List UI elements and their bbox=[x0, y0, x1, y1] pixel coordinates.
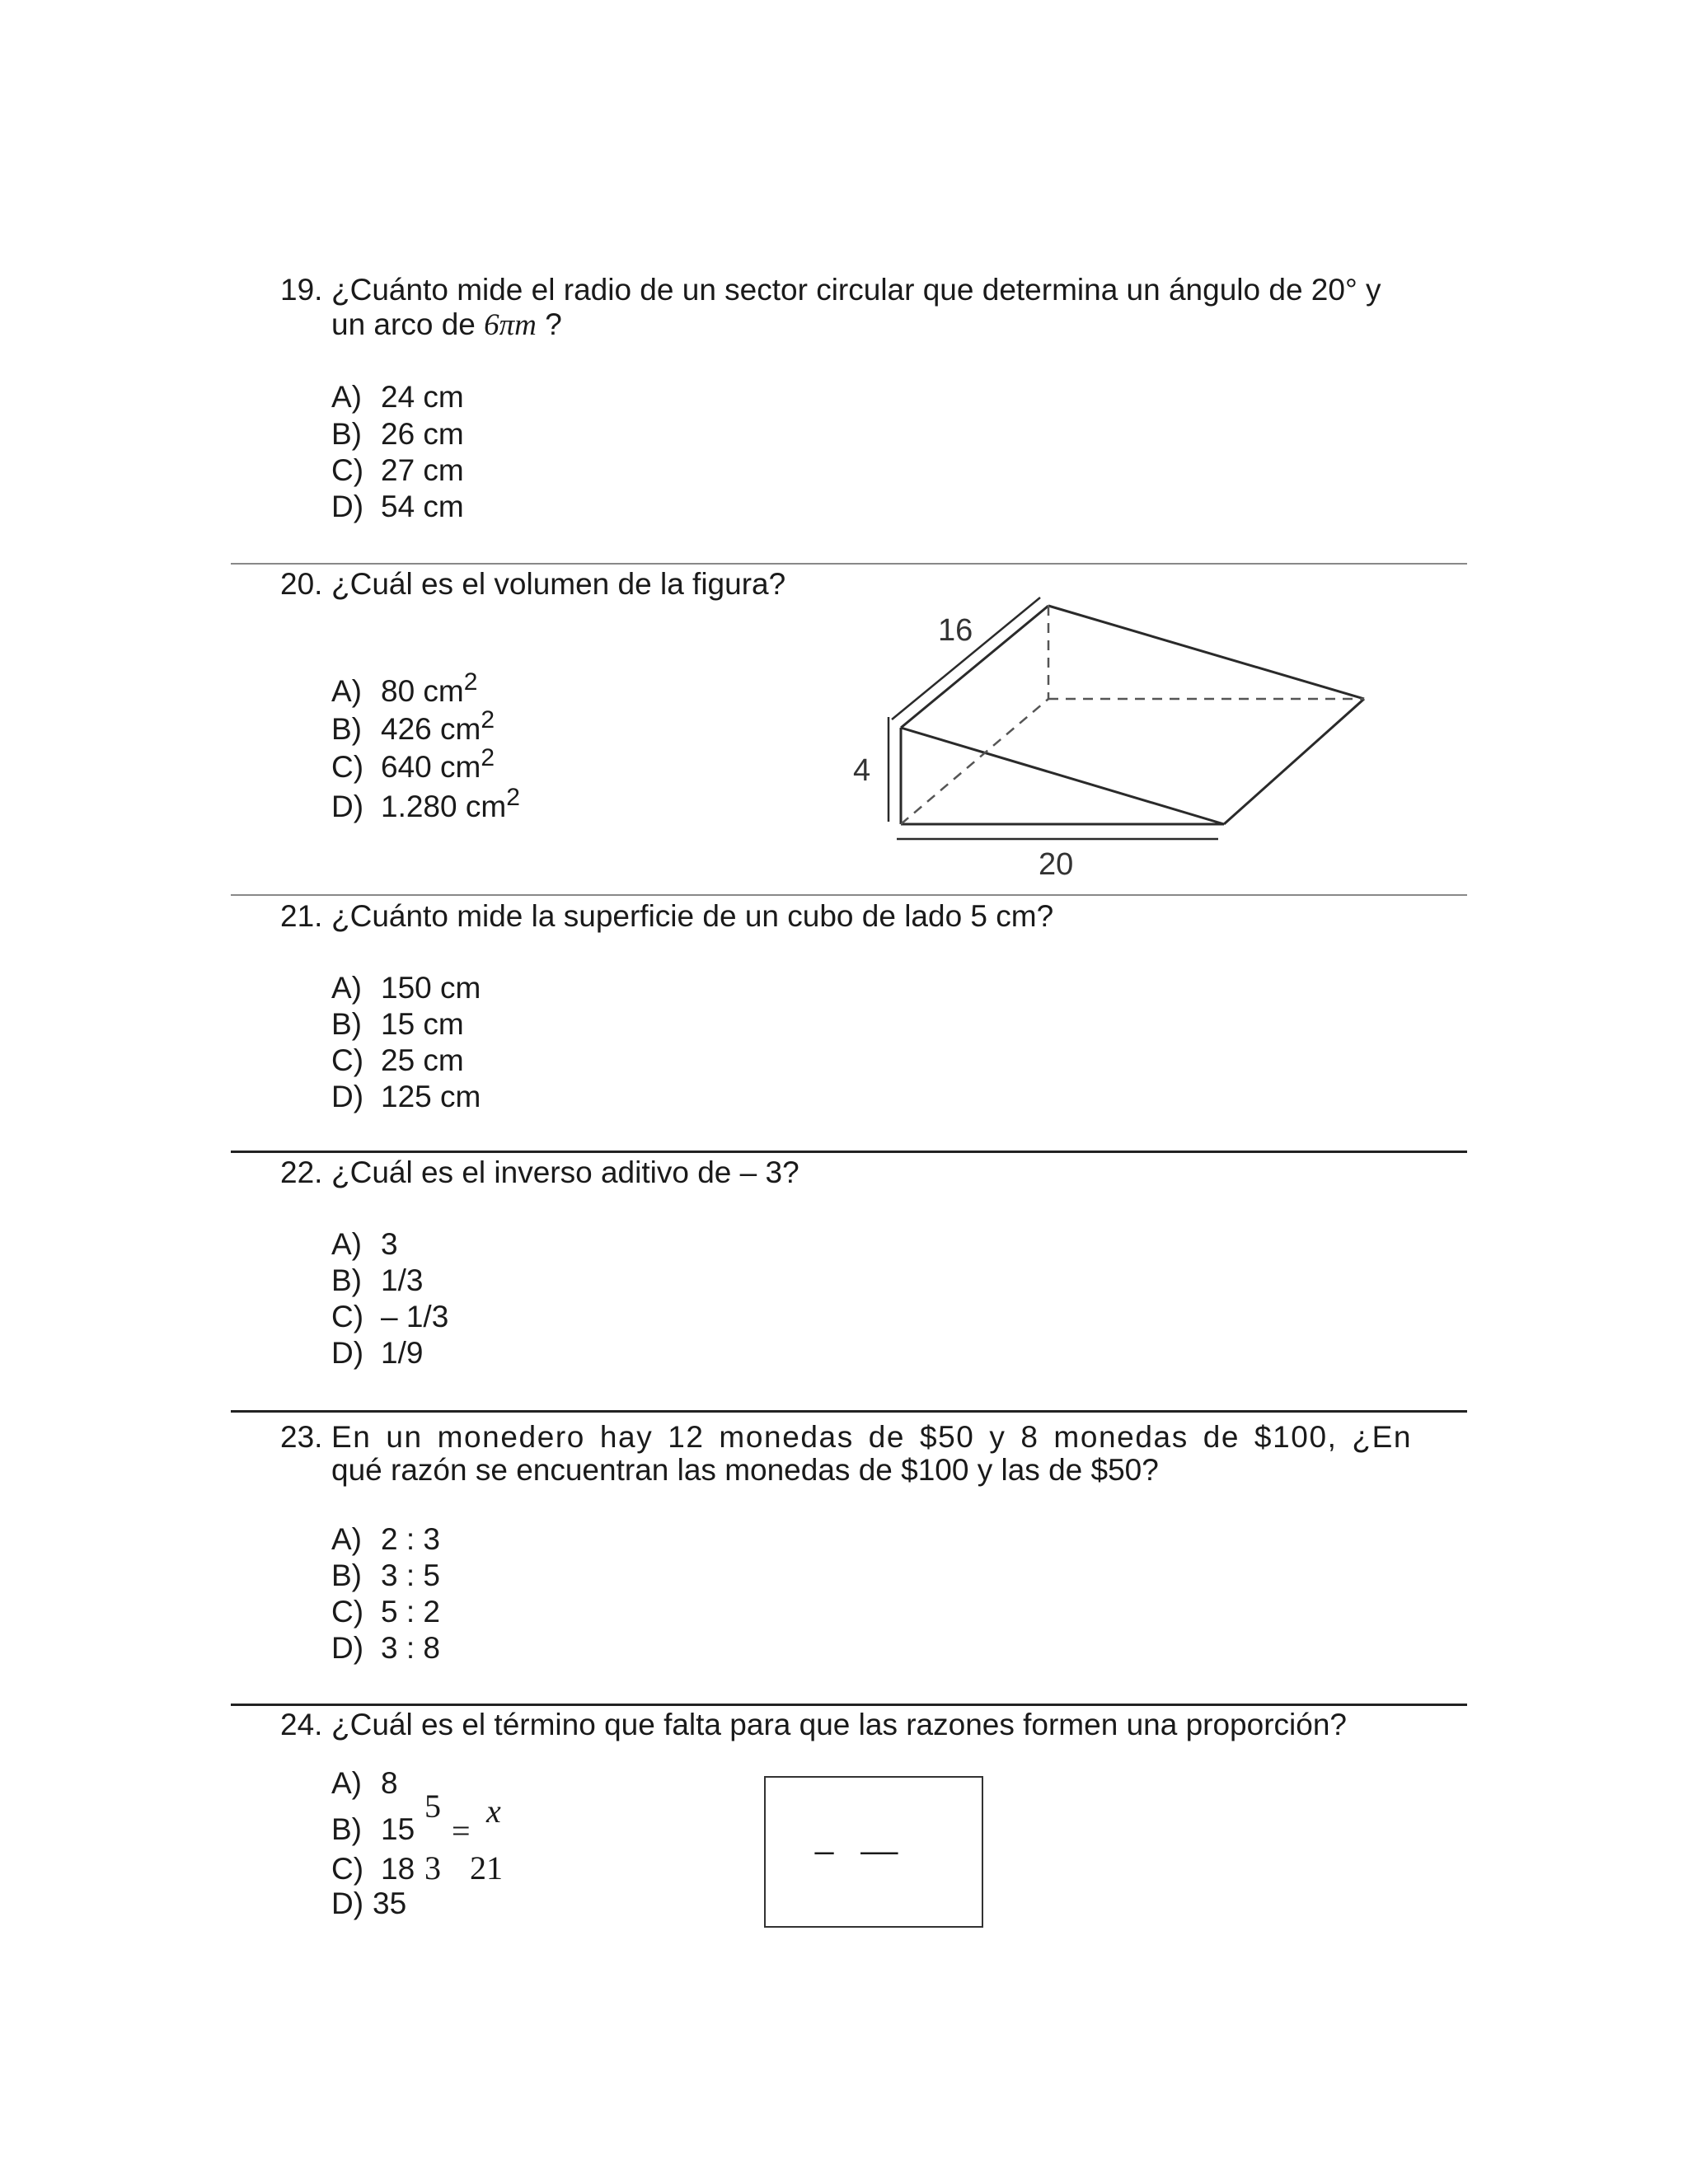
option-letter: B) bbox=[331, 1263, 362, 1297]
prism-figure bbox=[832, 581, 1401, 890]
option-letter: D) bbox=[331, 1886, 364, 1920]
option-text: 27 cm bbox=[381, 453, 464, 487]
question-mark: ? bbox=[545, 307, 562, 341]
option-letter: B) bbox=[331, 1558, 362, 1592]
option-c[interactable] bbox=[331, 1043, 464, 1079]
option-c[interactable] bbox=[331, 452, 464, 489]
equation-equals: = bbox=[452, 1812, 471, 1849]
separator bbox=[231, 1410, 1467, 1413]
equation-num-right: x bbox=[486, 1793, 501, 1830]
option-letter: C) bbox=[331, 1043, 364, 1077]
option-d[interactable] bbox=[331, 1630, 440, 1666]
option-text: 25 cm bbox=[381, 1043, 464, 1077]
option-d[interactable] bbox=[331, 1886, 406, 1922]
question-number: 24. bbox=[280, 1708, 323, 1741]
exponent: 2 bbox=[481, 744, 495, 771]
option-text: 80 cm bbox=[381, 674, 464, 708]
equation-box bbox=[764, 1776, 983, 1928]
separator bbox=[231, 563, 1467, 565]
option-b[interactable] bbox=[331, 1263, 423, 1299]
option-letter: A) bbox=[331, 1522, 362, 1556]
option-b[interactable] bbox=[331, 1811, 415, 1848]
question-number: 23. bbox=[280, 1420, 323, 1454]
question-text: ¿Cuál es el término que falta para que las razones formen una proporción? bbox=[331, 1708, 1347, 1741]
option-d[interactable] bbox=[331, 1079, 481, 1115]
question-number: 20. bbox=[280, 567, 323, 601]
option-text: 125 cm bbox=[381, 1080, 481, 1113]
question-text-cont: qué razón se encuentran las monedas de $100 y las de $50? bbox=[331, 1453, 1159, 1487]
option-letter: B) bbox=[331, 417, 362, 451]
exponent: 2 bbox=[506, 784, 520, 811]
option-c[interactable] bbox=[331, 1299, 448, 1335]
option-text: 54 cm bbox=[381, 490, 464, 523]
option-text: 3 bbox=[381, 1227, 398, 1261]
hidden-edge-diagonal bbox=[901, 699, 1048, 824]
option-a[interactable] bbox=[331, 970, 481, 1006]
question-text: ¿Cuál es el volumen de la figura? bbox=[331, 567, 786, 601]
option-text: – 1/3 bbox=[381, 1300, 449, 1333]
option-b[interactable] bbox=[331, 416, 464, 452]
option-a[interactable] bbox=[331, 379, 464, 415]
option-text: 1/3 bbox=[381, 1263, 424, 1297]
question-text: ¿Cuánto mide la superficie de un cubo de lado 5 cm? bbox=[331, 899, 1054, 933]
option-text: 15 bbox=[381, 1812, 415, 1846]
option-text: 2 : 3 bbox=[381, 1522, 440, 1556]
edge-front-slope bbox=[901, 728, 1224, 824]
option-letter: A) bbox=[331, 1766, 362, 1800]
option-text: 26 cm bbox=[381, 417, 464, 451]
option-letter: C) bbox=[331, 1852, 364, 1886]
option-letter: A) bbox=[331, 674, 362, 708]
option-letter: B) bbox=[331, 712, 362, 746]
option-b[interactable] bbox=[331, 1558, 440, 1594]
label-4: 4 bbox=[853, 753, 871, 788]
option-a[interactable] bbox=[331, 1765, 398, 1802]
question-text: ¿Cuánto mide el radio de un sector circular que determina un ángulo de 20° y bbox=[331, 273, 1381, 307]
question-number: 22. bbox=[280, 1155, 323, 1189]
option-text: 3 : 5 bbox=[381, 1558, 440, 1592]
option-a[interactable] bbox=[331, 1521, 440, 1558]
option-text: 35 bbox=[373, 1886, 407, 1920]
exponent: 2 bbox=[481, 706, 495, 733]
label-20: 20 bbox=[1039, 847, 1074, 882]
option-b[interactable] bbox=[331, 1006, 464, 1043]
option-text: 1/9 bbox=[381, 1336, 424, 1370]
option-text: 150 cm bbox=[381, 971, 481, 1005]
option-letter: C) bbox=[331, 750, 364, 784]
separator bbox=[231, 894, 1467, 896]
option-letter: D) bbox=[331, 490, 364, 523]
option-text: 3 : 8 bbox=[381, 1631, 440, 1665]
option-c[interactable] bbox=[331, 744, 495, 785]
option-letter: B) bbox=[331, 1812, 362, 1846]
label-16: 16 bbox=[938, 613, 973, 648]
equation-box-marks: _ __ bbox=[815, 1819, 898, 1855]
option-letter: D) bbox=[331, 1336, 364, 1370]
option-c[interactable] bbox=[331, 1851, 415, 1887]
option-letter: C) bbox=[331, 1595, 364, 1629]
option-b[interactable] bbox=[331, 706, 495, 748]
option-text: 24 cm bbox=[381, 380, 464, 414]
option-text: 15 cm bbox=[381, 1007, 464, 1041]
option-text: 640 cm bbox=[381, 750, 481, 784]
edge-right bbox=[1224, 699, 1364, 824]
option-a[interactable] bbox=[331, 1226, 398, 1263]
option-letter: A) bbox=[331, 380, 362, 414]
math-expression: 6πm bbox=[484, 308, 537, 342]
option-letter: A) bbox=[331, 971, 362, 1005]
question-text: En un monedero hay 12 monedas de $50 y 8 monedas de $100, ¿En bbox=[331, 1420, 1413, 1454]
option-d[interactable] bbox=[331, 489, 464, 525]
option-letter: D) bbox=[331, 1080, 364, 1113]
question-text-cont: un arco de bbox=[331, 307, 476, 341]
question-number: 21. bbox=[280, 899, 323, 933]
separator bbox=[231, 1151, 1467, 1153]
option-letter: C) bbox=[331, 453, 364, 487]
option-letter: C) bbox=[331, 1300, 364, 1333]
option-letter: D) bbox=[331, 1631, 364, 1665]
option-text: 1.280 cm bbox=[381, 790, 507, 823]
question-text: ¿Cuál es el inverso aditivo de – 3? bbox=[331, 1155, 799, 1189]
option-text: 5 : 2 bbox=[381, 1595, 440, 1629]
option-letter: D) bbox=[331, 790, 364, 823]
exponent: 2 bbox=[463, 668, 478, 696]
equation-den-left: 3 bbox=[424, 1849, 441, 1886]
option-letter: A) bbox=[331, 1227, 362, 1261]
edge-top-left bbox=[901, 606, 1048, 728]
option-text: 18 bbox=[381, 1852, 415, 1886]
equation-den-right: 21 bbox=[470, 1849, 503, 1886]
option-text: 426 cm bbox=[381, 712, 481, 746]
edge-back-top bbox=[1048, 606, 1364, 699]
option-c[interactable] bbox=[331, 1594, 440, 1630]
option-letter: B) bbox=[331, 1007, 362, 1041]
option-d[interactable] bbox=[331, 784, 520, 825]
separator bbox=[231, 1704, 1467, 1706]
equation-num-left: 5 bbox=[424, 1788, 441, 1825]
question-number: 19. bbox=[280, 273, 323, 307]
option-d[interactable] bbox=[331, 1335, 423, 1371]
option-a[interactable] bbox=[331, 668, 478, 710]
option-text: 8 bbox=[381, 1766, 398, 1800]
